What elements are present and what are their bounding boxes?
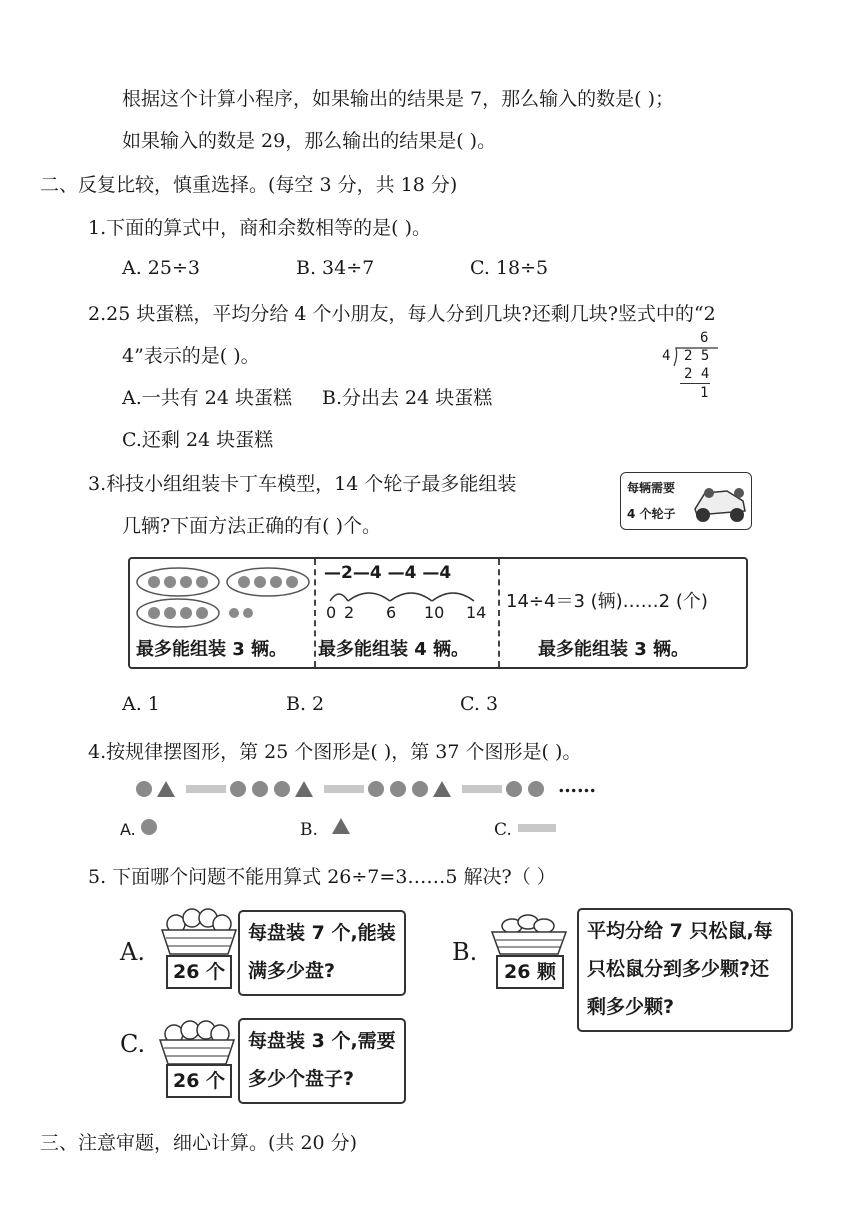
panel-2-conclusion: 最多能组装 4 辆。 bbox=[318, 639, 470, 660]
panel-3-formula: 14÷4＝3 (辆)……2 (个) bbox=[506, 591, 708, 612]
q4-option-c-label: C. bbox=[494, 820, 512, 840]
intro-line-2: 如果输入的数是 29，那么输出的结果是( )。 bbox=[122, 130, 497, 152]
q5-c-count: 26 个 bbox=[166, 1064, 232, 1098]
q2-stem-line-2: 4”表示的是( )。 bbox=[122, 345, 260, 367]
pattern-ellipsis: …… bbox=[558, 775, 596, 797]
q5-b-count: 26 颗 bbox=[496, 955, 564, 989]
tick-14: 14 bbox=[466, 603, 487, 622]
circle-groups-figure bbox=[134, 565, 312, 631]
tick-2: 2 bbox=[344, 603, 355, 622]
q1-option-b: B. 34÷7 bbox=[296, 257, 375, 279]
tick-10: 10 bbox=[424, 603, 445, 622]
fruit-basket-icon bbox=[158, 906, 240, 958]
q3-option-b: B. 2 bbox=[286, 693, 325, 715]
q5-a-question: 每盘装 7 个,能装满多少盘? bbox=[238, 910, 406, 996]
q1-option-c: C. 18÷5 bbox=[470, 257, 549, 279]
division-remainder: 1 bbox=[700, 385, 709, 401]
tick-0: 0 bbox=[326, 603, 337, 622]
panel-3-conclusion: 最多能组装 3 辆。 bbox=[538, 639, 690, 660]
q5-option-a-label: A. bbox=[120, 938, 145, 966]
tick-6: 6 bbox=[386, 603, 397, 622]
panel-2-jumps: —2—4 —4 —4 bbox=[324, 563, 452, 583]
q1-option-a: A. 25÷3 bbox=[122, 257, 200, 279]
kart-badge bbox=[620, 472, 752, 530]
q1-stem: 1.下面的算式中，商和余数相等的是( )。 bbox=[88, 217, 431, 239]
q3-methods-box bbox=[128, 557, 748, 669]
division-divisor: 4 bbox=[662, 348, 671, 364]
apple-basket-icon bbox=[156, 1018, 238, 1068]
q4-option-a-label: A. bbox=[120, 820, 136, 839]
kart-icon bbox=[687, 479, 749, 525]
kart-badge-line-1: 每辆需要 bbox=[627, 481, 676, 495]
q5-c-question: 每盘装 3 个,需要多少个盘子? bbox=[238, 1018, 406, 1104]
q5-option-c-label: C. bbox=[120, 1030, 146, 1058]
q3-option-c: C. 3 bbox=[460, 693, 499, 715]
q4-stem: 4.按规律摆图形，第 25 个图形是( )，第 37 个图形是( )。 bbox=[88, 741, 582, 763]
q3-stem-line-2: 几辆?下面方法正确的有( )个。 bbox=[122, 515, 382, 537]
q2-option-b: B.分出去 24 块蛋糕 bbox=[322, 387, 493, 409]
panel-separator-1 bbox=[314, 559, 316, 667]
circle-shape-icon bbox=[138, 816, 160, 838]
division-dividend: 2 5 bbox=[684, 348, 710, 364]
section-2-title: 二、反复比较，慎重选择。(每空 3 分，共 18 分) bbox=[40, 174, 458, 196]
panel-1-conclusion: 最多能组装 3 辆。 bbox=[136, 639, 288, 660]
division-line bbox=[680, 383, 710, 384]
q5-a-count: 26 个 bbox=[166, 955, 232, 989]
q3-stem-line-1: 3.科技小组组装卡丁车模型，14 个轮子最多能组装 bbox=[88, 473, 517, 495]
long-division-figure bbox=[660, 330, 720, 402]
nut-basket-icon bbox=[488, 910, 570, 958]
q5-b-question: 平均分给 7 只松鼠,每只松鼠分到多少颗?还剩多少颗? bbox=[577, 908, 793, 1032]
division-quotient: 6 bbox=[700, 330, 709, 346]
section-3-title: 三、注意审题，细心计算。(共 20 分) bbox=[40, 1132, 358, 1154]
q4-option-b-label: B. bbox=[300, 820, 318, 840]
number-line-arcs bbox=[324, 583, 494, 605]
intro-line-1: 根据这个计算小程序，如果输出的结果是 7，那么输入的数是( )； bbox=[122, 88, 674, 110]
division-product: 2 4 bbox=[684, 366, 710, 382]
q5-option-b-label: B. bbox=[452, 938, 478, 966]
rectangle-shape-icon bbox=[516, 822, 560, 834]
kart-badge-line-2: 4 个轮子 bbox=[627, 507, 676, 521]
q3-option-a: A. 1 bbox=[122, 693, 160, 715]
q2-option-c: C.还剩 24 块蛋糕 bbox=[122, 429, 274, 451]
triangle-shape-icon bbox=[330, 816, 352, 836]
q2-option-a: A.一共有 24 块蛋糕 bbox=[122, 387, 293, 409]
panel-separator-2 bbox=[498, 559, 500, 667]
q5-stem: 5. 下面哪个问题不能用算式 26÷7=3……5 解决?（ ） bbox=[88, 866, 556, 888]
q2-stem-line-1: 2.25 块蛋糕，平均分给 4 个小朋友，每人分到几块?还剩几块?竖式中的“2 bbox=[88, 303, 716, 325]
shape-pattern-sequence bbox=[130, 776, 560, 802]
